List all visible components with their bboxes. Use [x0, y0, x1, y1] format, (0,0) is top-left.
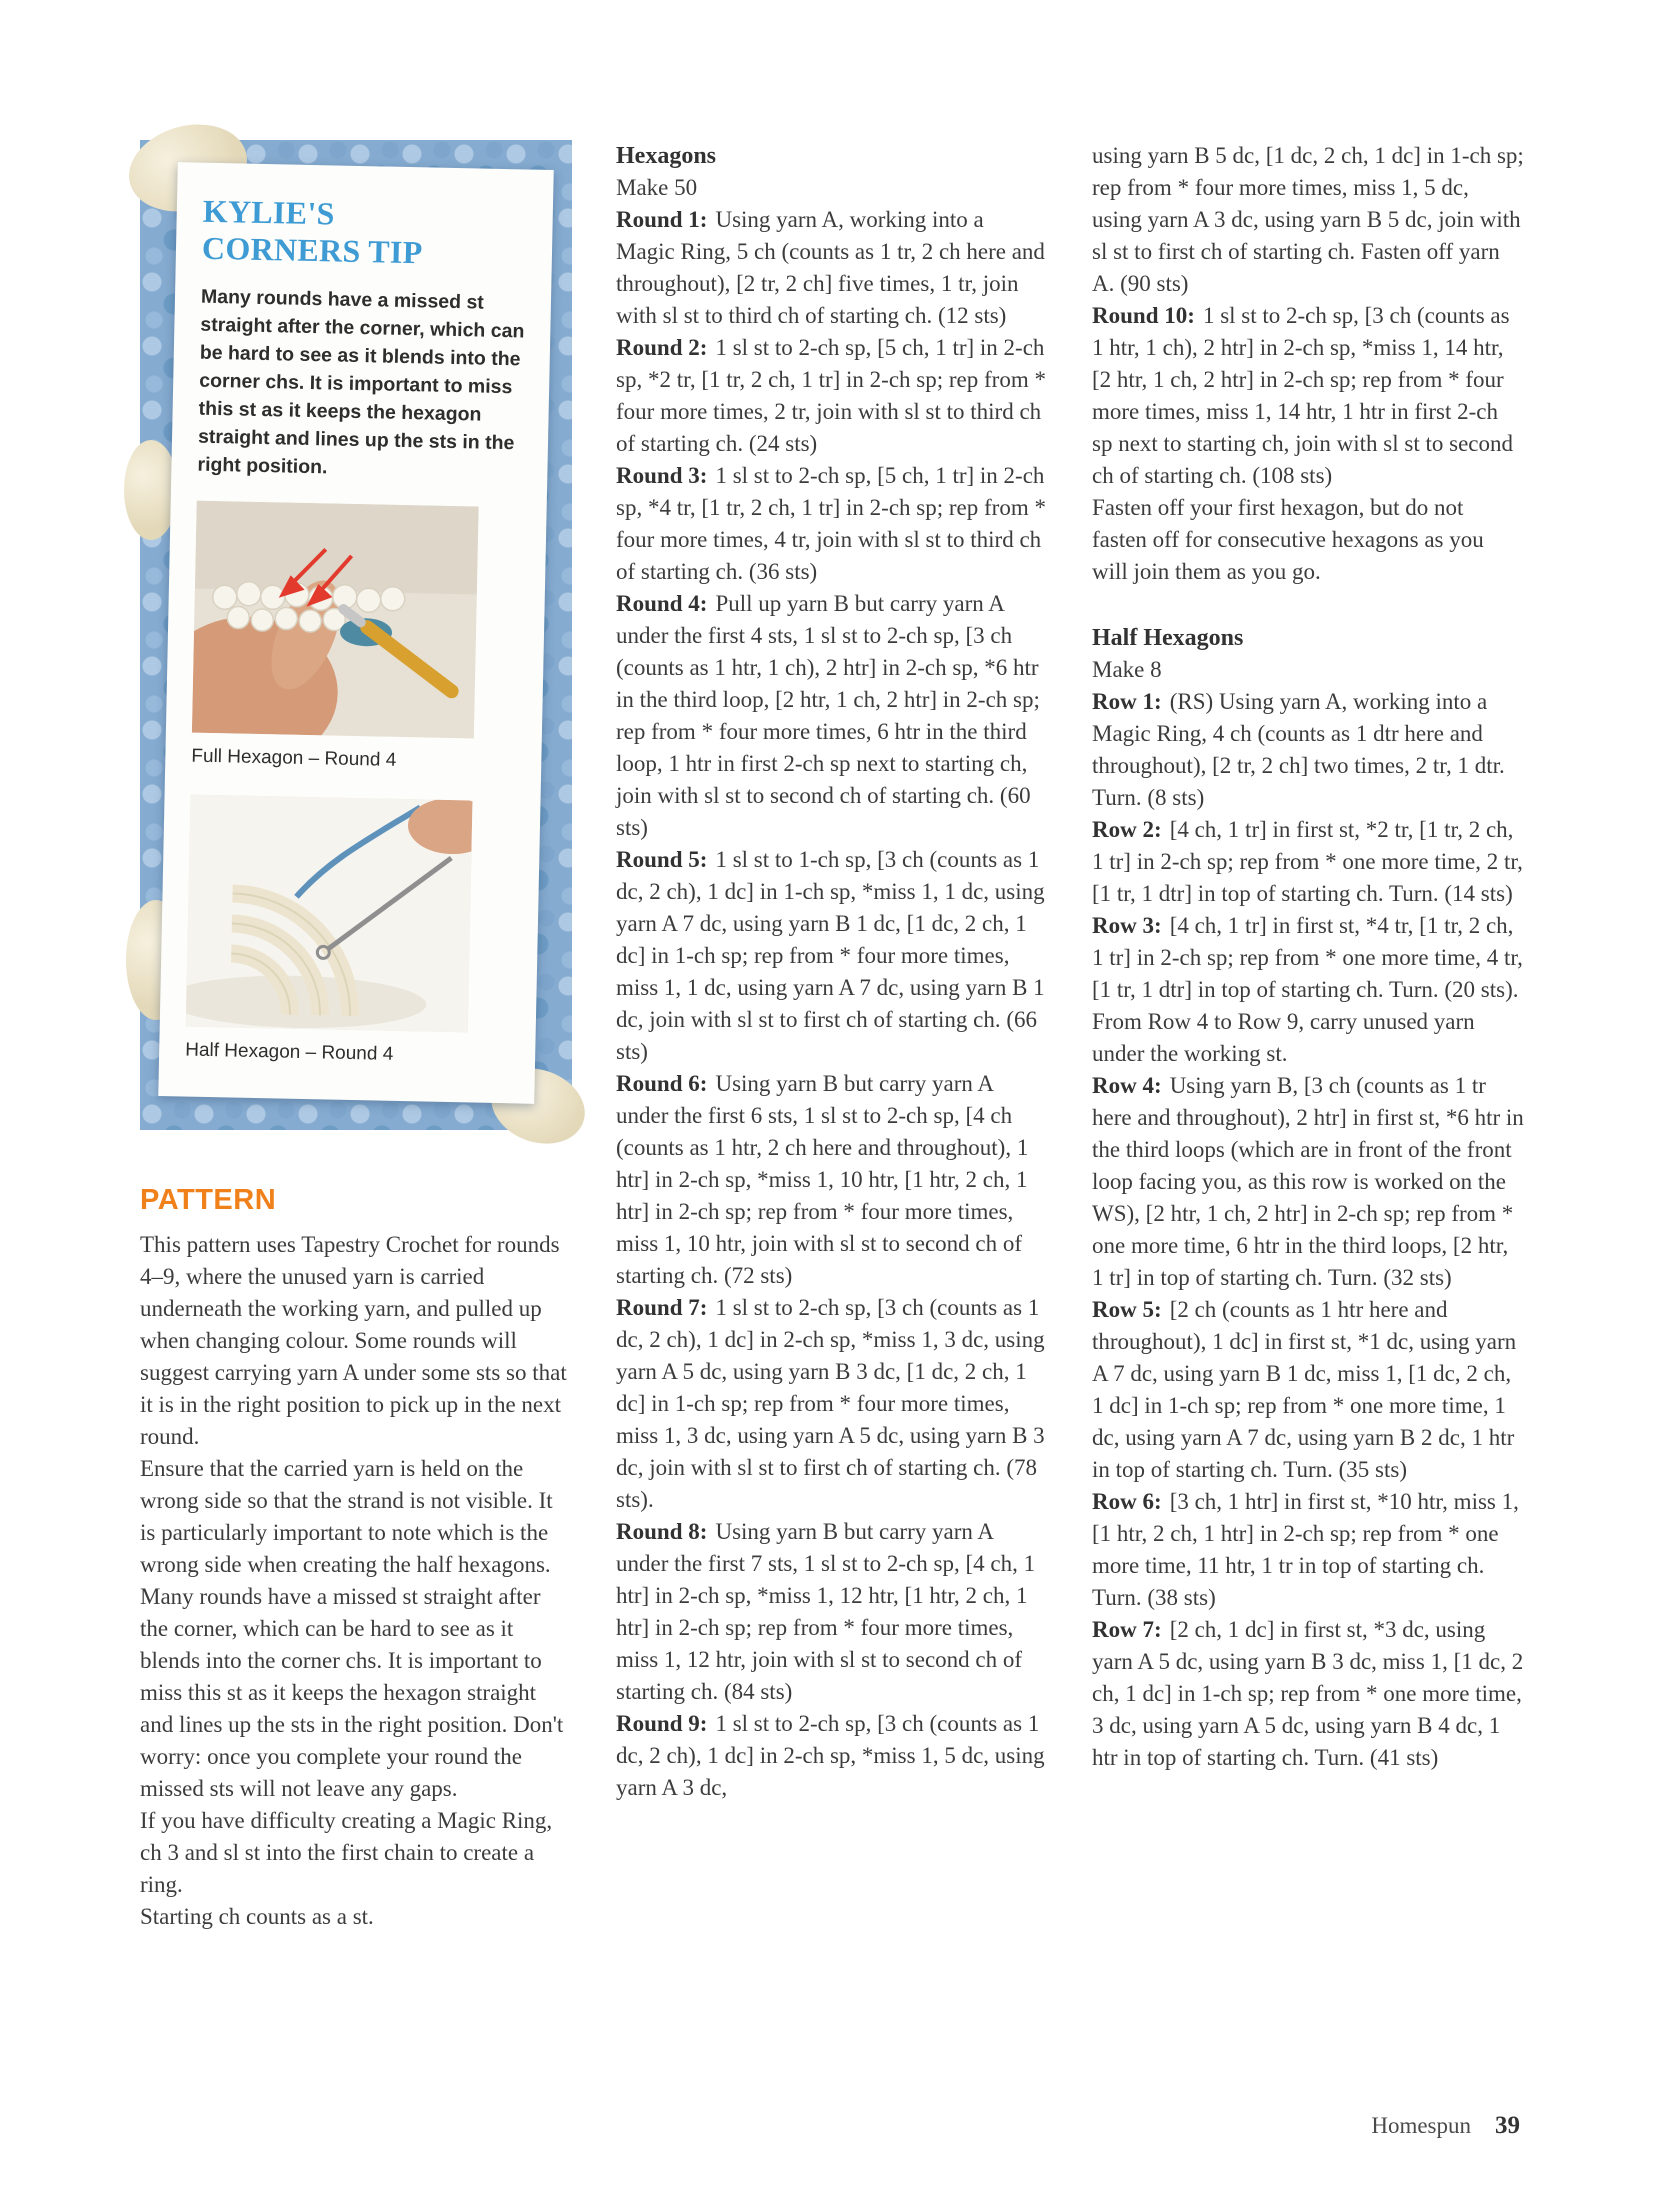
round-3-text: 1 sl st to 2-ch sp, [5 ch, 1 tr] in 2-ch sp, *4 tr, [1 tr, 2 ch, 1 tr] in 2-ch sp; rep from * four more times, 4 tr, join with sl st to third ch of starting ch. (36 sts): [616, 463, 1046, 584]
round-5-label: Round 5:: [616, 847, 708, 872]
round-8-instruction: [616, 1516, 1048, 1708]
round-8-text: Using yarn B but carry yarn A under the first 7 sts, 1 sl st to 2-ch sp, [4 ch, 1 htr] in 2-ch sp, *miss 1, 12 htr, [1 htr, 2 ch, 1 htr] in 2-ch sp; rep from * four more times, miss 1, 12 htr, join with sl st to second ch of starting ch. (84 sts): [616, 1519, 1036, 1704]
half-hexagon-caption: Half Hexagon – Round 4: [185, 1039, 394, 1066]
round-4-text: Pull up yarn B but carry yarn A under the first 4 sts, 1 sl st to 2-ch sp, [3 ch (counts as 1 htr, 1 ch), 2 htr] in 2-ch sp, *6 htr in the third loop, [2 htr, 1 ch, 2 htr] in 2-ch sp; rep from * four more times, 6 htr in the third loop, 1 htr in first 2-ch sp next to starting ch, join with sl st to second ch of starting ch. (60 sts): [616, 591, 1040, 840]
round-7-label: Round 7:: [616, 1295, 708, 1320]
round-2-text: 1 sl st to 2-ch sp, [5 ch, 1 tr] in 2-ch sp, *2 tr, [1 tr, 2 ch, 1 tr] in 2-ch sp; rep from * four more times, 2 tr, join with sl st to third ch of starting ch. (24 sts): [616, 335, 1046, 456]
half-hexagons-heading: Half Hexagons: [1092, 625, 1244, 651]
right-column: [1092, 140, 1524, 1933]
round-1-text: Using yarn A, working into a Magic Ring, 5 ch (counts as 1 tr, 2 ch here and throughout), [2 tr, 2 ch] five times, 1 tr, join with sl st to third ch of starting ch. (12 sts): [616, 207, 1045, 328]
round-6-instruction: [616, 1068, 1048, 1292]
round-4-label: Round 4:: [616, 591, 708, 616]
row-2-text: [4 ch, 1 tr] in first st, *2 tr, [1 tr, 2 ch, 1 tr] in 2-ch sp; rep from * one more time, 2 tr, [1 tr, 1 dtr] in top of starting ch. Turn. (14 sts): [1092, 817, 1523, 906]
round-6-label: Round 6:: [616, 1071, 708, 1096]
content-columns: [140, 140, 1524, 1933]
round-8-label: Round 8:: [616, 1519, 708, 1544]
row-7-instruction: [1092, 1614, 1524, 1774]
pattern-paragraph: If you have difficulty creating a Magic Ring, ch 3 and sl st into the first chain to create a ring.: [140, 1808, 553, 1897]
row-1-label: Row 1:: [1092, 689, 1162, 714]
round-5-instruction: [616, 844, 1048, 1068]
crochet-hook-photo-illustration: [192, 501, 479, 739]
row-2-label: Row 2:: [1092, 817, 1162, 842]
round-9-continuation: using yarn B 5 dc, [1 dc, 2 ch, 1 dc] in 1-ch sp; rep from * four more times, miss 1, 5 dc, using yarn A 3 dc, using yarn B 5 dc, join with sl st to first ch of starting ch. Fasten off yarn A. (90 sts): [1092, 143, 1524, 296]
row-4-label: Row 4:: [1092, 1073, 1162, 1098]
tip-title-line1: KYLIE'S: [202, 192, 336, 232]
round-1-instruction: [616, 204, 1048, 332]
round-9-label: Round 9:: [616, 1711, 708, 1736]
round-3-label: Round 3:: [616, 463, 708, 488]
half-hexagon-round4-photo: [186, 795, 473, 1033]
round-10-label: Round 10:: [1092, 303, 1195, 328]
hexagons-column: [616, 140, 1048, 1933]
row-6-text: [3 ch, 1 htr] in first st, *10 htr, miss 1, [1 htr, 2 ch, 1 htr] in 2-ch sp; rep from * one more time, 11 htr, 1 tr in top of starting ch. Turn. (38 sts): [1092, 1489, 1519, 1610]
magazine-name: Homespun: [1371, 2113, 1471, 2138]
row-5-text: [2 ch (counts as 1 htr here and throughout), 1 dc] in first st, *1 dc, using yarn A 7 dc, using yarn B 1 dc, miss 1, [1 dc, 2 ch, 1 dc] in 1-ch sp; rep from * one more time, 1 dc, using yarn A 7 dc, using yarn B 2 dc, 1 htr in top of starting ch. Turn. (35 sts): [1092, 1297, 1517, 1482]
row-3-label: Row 3:: [1092, 913, 1162, 938]
row-3-instruction: [1092, 910, 1524, 1006]
tip-title-line2: CORNERS TIP: [201, 229, 423, 271]
full-hexagon-caption: Full Hexagon – Round 4: [191, 745, 397, 772]
round-10-instruction: [1092, 300, 1524, 492]
row-5-label: Row 5:: [1092, 1297, 1162, 1322]
carry-yarn-note: From Row 4 to Row 9, carry unused yarn under the working st.: [1092, 1009, 1475, 1066]
row-5-instruction: [1092, 1294, 1524, 1486]
row-3-text: [4 ch, 1 tr] in first st, *4 tr, [1 tr, 2 ch, 1 tr] in 2-ch sp; rep from * one more time, 4 tr, [1 tr, 1 dtr] in top of starting ch. Turn. (20 sts).: [1092, 913, 1523, 1002]
row-4-instruction: [1092, 1070, 1524, 1294]
full-hexagon-round4-photo: [192, 501, 479, 739]
row-7-text: [2 ch, 1 dc] in first st, *3 dc, using yarn A 5 dc, using yarn B 3 dc, miss 1, [1 dc, 2 ch, 1 dc] in 1-ch sp; rep from * one more time, 3 dc, using yarn A 5 dc, using yarn B 4 dc, 1 htr in top of starting ch. Turn. (41 sts): [1092, 1617, 1524, 1770]
round-4-instruction: [616, 588, 1048, 844]
round-9-instruction: [616, 1708, 1048, 1804]
round-7-text: 1 sl st to 2-ch sp, [3 ch (counts as 1 dc, 2 ch), 1 dc] in 2-ch sp, *miss 1, 3 dc, using yarn A 5 dc, using yarn B 3 dc, [1 dc, 2 ch, 1 dc] in 1-ch sp; rep from * four more times, miss 1, 3 dc, using yarn A 5 dc, using yarn B 3 dc, join with sl st to first ch of starting ch. (78 sts).: [616, 1295, 1045, 1512]
row-4-text: Using yarn B, [3 ch (counts as 1 tr here and throughout), 2 htr] in first st, *6 htr in the third loops (which are in front of the front loop facing you, as this row is worked on the WS), [2 htr, 1 ch, 2 htr] in 2-ch sp; rep from * one more time, 6 htr in the third loops, [2 htr, 1 tr] in top of starting ch. Turn. (32 sts): [1092, 1073, 1524, 1290]
pattern-paragraph: Starting ch counts as a st.: [140, 1904, 374, 1929]
row-7-label: Row 7:: [1092, 1617, 1162, 1642]
kylies-corners-tip-block: [140, 140, 572, 1130]
round-7-instruction: [616, 1292, 1048, 1516]
row-6-label: Row 6:: [1092, 1489, 1162, 1514]
round-10-text: 1 sl st to 2-ch sp, [3 ch (counts as 1 htr, 1 ch), 2 htr] in 2-ch sp, *miss 1, 14 htr, [2 htr, 1 ch, 2 htr] in 2-ch sp; rep from * four more times, miss 1, 14 htr, 1 htr in first 2-ch sp next to starting ch, join with sl st to second ch of starting ch. (108 sts): [1092, 303, 1513, 488]
pattern-paragraph: This pattern uses Tapestry Crochet for rounds 4–9, where the unused yarn is carried underneath the working yarn, and pulled up when changing colour. Some rounds will suggest carrying yarn A under some sts so that it is in the right position to pick up in the next round.: [140, 1232, 567, 1449]
pattern-heading: PATTERN: [140, 1184, 277, 1216]
tip-body-text: Many rounds have a missed st straight after the corner, which can be hard to see as it blends into the corner chs. It is important to miss this st as it keeps the hexagon straight and lines up the sts in the right position.: [197, 285, 525, 479]
round-1-label: Round 1:: [616, 207, 708, 232]
page-footer: [1371, 2112, 1520, 2140]
row-1-instruction: [1092, 686, 1524, 814]
round-2-label: Round 2:: [616, 335, 708, 360]
hexagons-make-count: Make 50: [616, 175, 698, 200]
row-1-text: (RS) Using yarn A, working into a Magic Ring, 4 ch (counts as 1 dtr here and throughout), [2 tr, 2 ch] two times, 2 tr, 1 dtr. Turn. (8 sts): [1092, 689, 1505, 810]
round-2-instruction: [616, 332, 1048, 460]
hexagons-heading: Hexagons: [616, 143, 717, 169]
round-9-text: 1 sl st to 2-ch sp, [3 ch (counts as 1 dc, 2 ch), 1 dc] in 2-ch sp, *miss 1, 5 dc, using yarn A 3 dc,: [616, 1711, 1045, 1800]
round-6-text: Using yarn B but carry yarn A under the first 6 sts, 1 sl st to 2-ch sp, [4 ch (counts as 1 htr, 2 ch here and throughout), 1 htr] in 2-ch sp, *miss 1, 10 htr, [1 htr, 2 ch, 1 htr] in 2-ch sp; rep from * four more times, miss 1, 10 htr, join with sl st to second ch of starting ch. (72 sts): [616, 1071, 1029, 1288]
tip-title: [202, 193, 527, 274]
page-number: 39: [1495, 2112, 1520, 2139]
row-6-instruction: [1092, 1486, 1524, 1614]
half-hexagon-photo-illustration: [186, 795, 473, 1033]
row-2-instruction: [1092, 814, 1524, 910]
pattern-paragraph: Ensure that the carried yarn is held on the wrong side so that the strand is not visible. It is particularly important to note which is the wrong side when creating the half hexagons. Many rounds have a missed st straight after the corner, which can be hard to see as it blends into the corner chs. It is important to miss this st as it keeps the hexagon straight and lines up the sts in the right position. Don't worry: once you complete your round the missed sts will not leave any gaps.: [140, 1456, 564, 1801]
left-column: [140, 140, 572, 1933]
round-3-instruction: [616, 460, 1048, 588]
tip-card: [158, 162, 553, 1104]
round-5-text: 1 sl st to 1-ch sp, [3 ch (counts as 1 dc, 2 ch), 1 dc] in 1-ch sp, *miss 1, 1 dc, using yarn A 7 dc, using yarn B 1 dc, [1 dc, 2 ch, 1 dc] in 1-ch sp; rep from * four more times, miss 1, 1 dc, using yarn A 7 dc, using yarn B 1 dc, join with sl st to first ch of starting ch. (66 sts): [616, 847, 1045, 1064]
half-hexagons-make-count: Make 8: [1092, 657, 1162, 682]
round-10-note: Fasten off your first hexagon, but do not fasten off for consecutive hexagons as you will join them as you go.: [1092, 495, 1484, 584]
